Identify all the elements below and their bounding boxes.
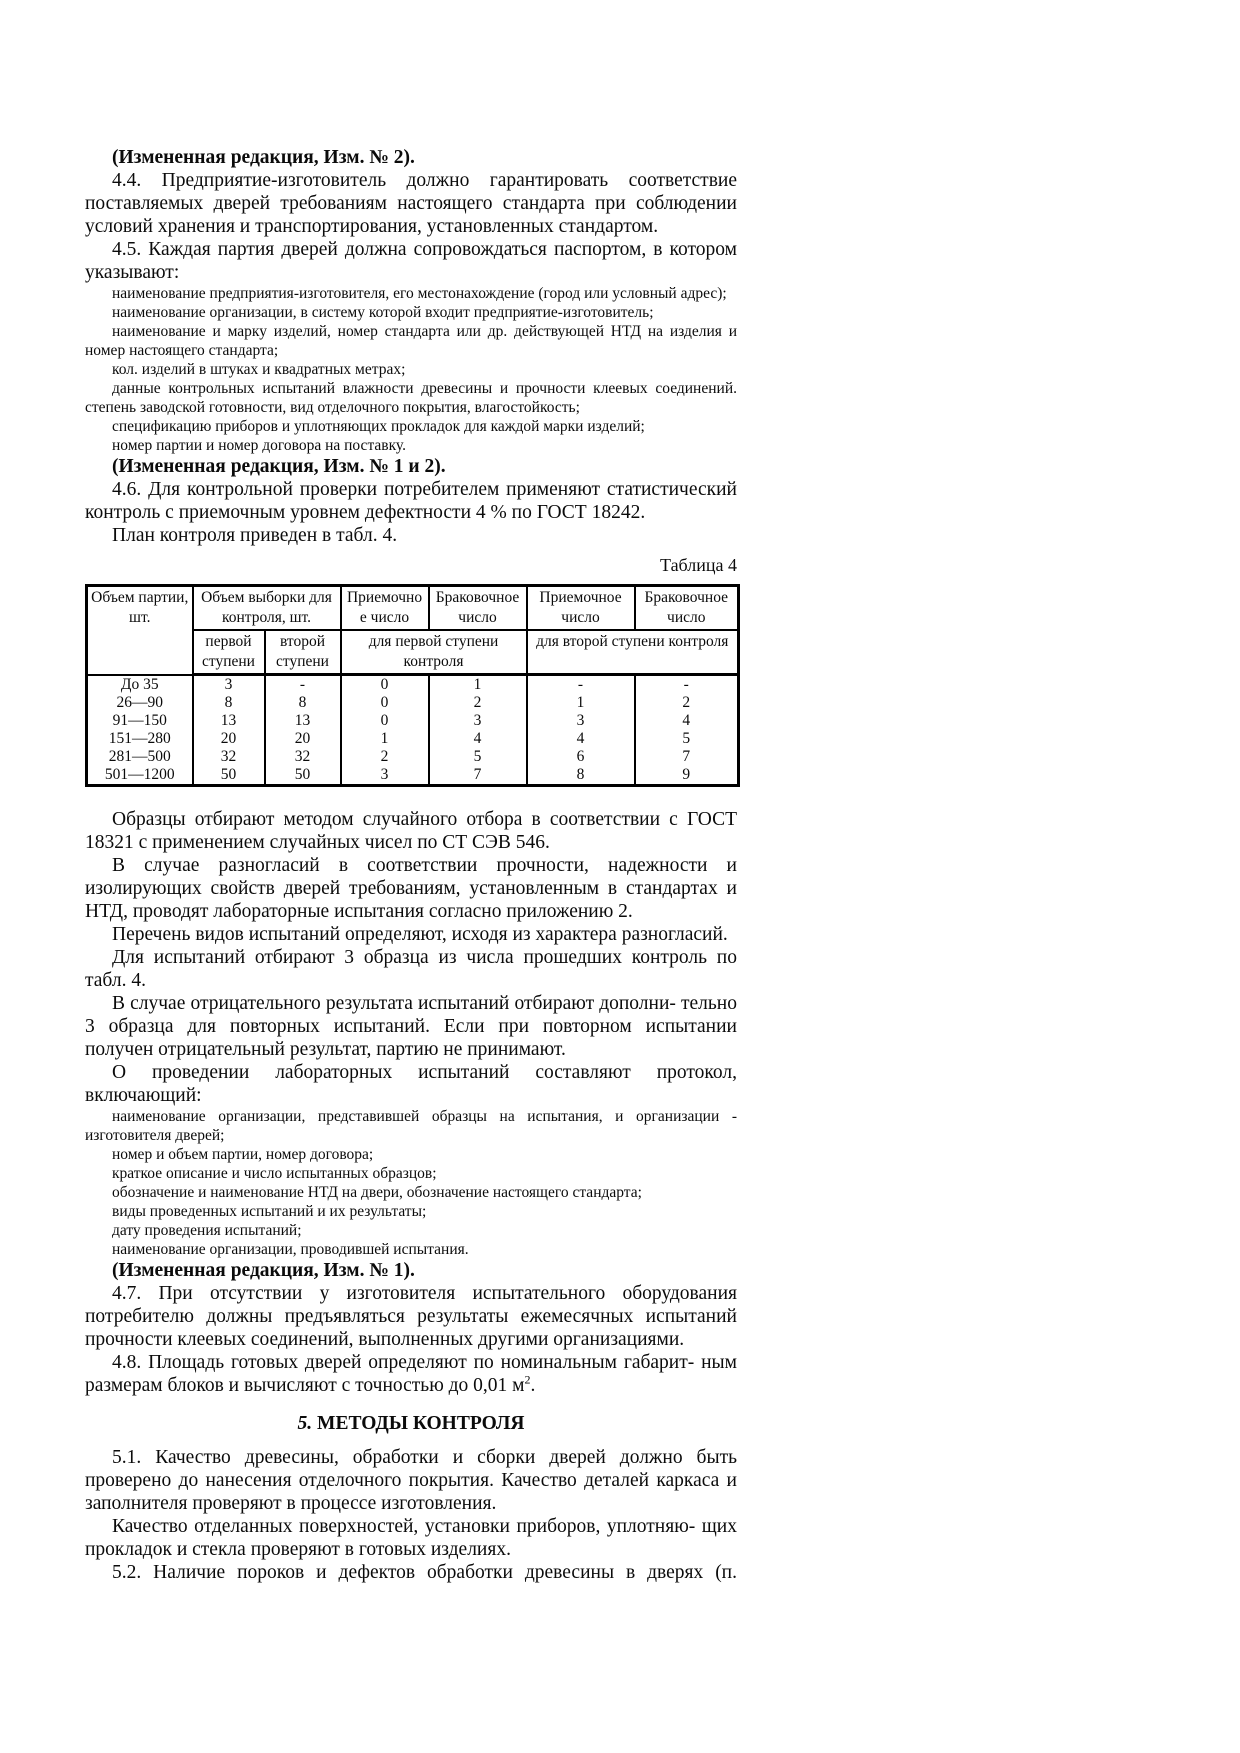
- table-cell: 3: [527, 712, 635, 730]
- table-header-cell: Приемочное число: [527, 586, 635, 631]
- table-cell: 1: [429, 675, 527, 695]
- table-cell: 13: [193, 712, 265, 730]
- table-cell: 8: [265, 694, 341, 712]
- table-cell: 2: [429, 694, 527, 712]
- table-cell: 13: [265, 712, 341, 730]
- table-cell: 5: [635, 730, 739, 748]
- table-cell: 1: [341, 730, 429, 748]
- paragraph-three-samples: Для испытаний отбирают 3 образца из числа прошедших контроль по табл. 4.: [85, 947, 737, 991]
- table-header-cell: для первой ступени контроля: [341, 630, 527, 675]
- table-header-cell: Приемочно е число: [341, 586, 429, 631]
- table-cell: -: [265, 675, 341, 695]
- table-header-cell: Браковочное число: [429, 586, 527, 631]
- protocol-list-item: номер и объем партии, номер договора;: [112, 1146, 374, 1163]
- table-cell: 32: [193, 748, 265, 766]
- table-cell: 50: [265, 766, 341, 786]
- table-cell: 91—150: [87, 712, 193, 730]
- paragraph-control-plan: План контроля приведен в табл. 4.: [112, 525, 398, 546]
- paragraph-protocol: О проведении лабораторных испытаний составляют протокол, включающий:: [85, 1062, 737, 1106]
- paragraph-4-8-period: .: [530, 1375, 536, 1396]
- passport-list-item: наименование предприятия-изготовителя, его местонахождение (город или условный адрес);: [112, 285, 727, 302]
- table-cell: 3: [341, 766, 429, 786]
- amendment-note-izm1: (Измененная редакция, Изм. № 1).: [112, 1260, 415, 1281]
- table-header-cell: первой ступени: [193, 630, 265, 675]
- table-cell: 281—500: [87, 748, 193, 766]
- table-cell: 20: [193, 730, 265, 748]
- table-row: [87, 694, 739, 712]
- paragraph-4-5: 4.5. Каждая партия дверей должна сопровождаться паспортом, в котором указывают:: [85, 239, 737, 283]
- table-cell: 1: [527, 694, 635, 712]
- paragraph-4-6: 4.6. Для контрольной проверки потребителем применяют статистический контроль с приемочным уровнем дефектности 4 % по ГОСТ 18242.: [85, 479, 737, 523]
- table-cell: 4: [527, 730, 635, 748]
- control-plan-table: [85, 584, 740, 787]
- table-cell: 2: [341, 748, 429, 766]
- passport-list-item: спецификацию приборов и уплотняющих прокладок для каждой марки изделий;: [112, 418, 645, 435]
- amendment-note-izm1-2: (Измененная редакция, Изм. № 1 и 2).: [112, 456, 446, 477]
- table-cell: 50: [193, 766, 265, 786]
- table-cell: 32: [265, 748, 341, 766]
- table-cell: 4: [429, 730, 527, 748]
- table-cell: До 35: [87, 675, 193, 695]
- table-cell: 3: [429, 712, 527, 730]
- paragraph-5-1b: Качество отделанных поверхностей, установки приборов, уплотняю- щих прокладок и стекла проверяют в готовых изделиях.: [85, 1516, 737, 1560]
- table-row: [87, 675, 739, 695]
- passport-list-item: данные контрольных испытаний влажности древесины и прочности клеевых соединений. степень заводской готовности, вид отделочного покрытия, влагостойкость;: [85, 380, 737, 416]
- paragraph-4-8: [85, 1351, 737, 1397]
- table-cell: -: [527, 675, 635, 695]
- paragraph-samples: Образцы отбирают методом случайного отбора в соответствии с ГОСТ 18321 с применением случайных чисел по СТ СЭВ 546.: [85, 809, 737, 853]
- table-cell: 501—1200: [87, 766, 193, 786]
- table-cell: 3: [193, 675, 265, 695]
- table-row: [87, 730, 739, 748]
- table-header-cell: для второй ступени контроля: [527, 630, 739, 675]
- paragraph-4-4: 4.4. Предприятие-изготовитель должно гарантировать соответствие поставляемых дверей требованиям настоящего стандарта при соблюдении условий хранения и транспортирования, установленных стандартом.: [85, 170, 737, 237]
- table-header-cell: Браковочное число: [635, 586, 739, 631]
- paragraph-test-list: Перечень видов испытаний определяют, исходя из характера разногласий.: [112, 924, 728, 945]
- table-header-cell: Объем партии, шт.: [87, 586, 193, 675]
- section-number: 5.: [297, 1413, 313, 1434]
- protocol-list-item: наименование организации, представившей образцы на испытания, и организации - изготовителя дверей;: [85, 1108, 737, 1144]
- paragraph-negative-result: В случае отрицательного результата испытаний отбирают дополни- тельно 3 образца для повторных испытаний. Если при повторном испытании получен отрицательный результат, партию не принимают.: [85, 993, 737, 1060]
- superscript-2: 2: [524, 1372, 531, 1387]
- table-cell: 2: [635, 694, 739, 712]
- section-title: МЕТОДЫ КОНТРОЛЯ: [312, 1413, 525, 1434]
- table-cell: 9: [635, 766, 739, 786]
- protocol-list-item: обозначение и наименование НТД на двери, обозначение настоящего стандарта;: [112, 1184, 642, 1201]
- table-row: [87, 712, 739, 730]
- table-cell: 7: [429, 766, 527, 786]
- table-cell: 4: [635, 712, 739, 730]
- amendment-note-izm2: (Измененная редакция, Изм. № 2).: [112, 147, 415, 168]
- table-cell: 5: [429, 748, 527, 766]
- table-header-cell: второй ступени: [265, 630, 341, 675]
- table-cell: 8: [193, 694, 265, 712]
- protocol-list-item: дату проведения испытаний;: [112, 1222, 302, 1239]
- paragraph-4-8-text: 4.8. Площадь готовых дверей определяют по номинальным габарит- ным размерам блоков и вычисляют с точностью до 0,01 м: [85, 1352, 737, 1396]
- section-heading-5: [85, 1412, 737, 1435]
- table-row: [87, 766, 739, 786]
- paragraph-4-7: 4.7. При отсутствии у изготовителя испытательного оборудования потребителю должны предъявляться результаты ежемесячных испытаний прочности клеевых соединений, выполненных другими организациями.: [85, 1283, 737, 1350]
- protocol-list-item: краткое описание и число испытанных образцов;: [112, 1165, 437, 1182]
- passport-list-item: номер партии и номер договора на поставку.: [112, 437, 406, 454]
- protocol-list-item: виды проведенных испытаний и их результаты;: [112, 1203, 427, 1220]
- table-cell: 20: [265, 730, 341, 748]
- passport-list-item: наименование и марку изделий, номер стандарта или др. действующей НТД на изделия и номер настоящего стандарта;: [85, 323, 737, 359]
- table-cell: 26—90: [87, 694, 193, 712]
- table-cell: 0: [341, 694, 429, 712]
- table-cell: -: [635, 675, 739, 695]
- table-cell: 151—280: [87, 730, 193, 748]
- table-cell: 8: [527, 766, 635, 786]
- paragraph-disputes: В случае разногласий в соответствии прочности, надежности и изолирующих свойств дверей требованиям, установленным в стандартах и НТД, проводят лабораторные испытания согласно приложению 2.: [85, 855, 737, 922]
- paragraph-5-1: 5.1. Качество древесины, обработки и сборки дверей должно быть проверено до нанесения отделочного покрытия. Качество деталей каркаса и заполнителя проверяют в процессе изготовления.: [85, 1447, 737, 1514]
- passport-list-item: наименование организации, в систему которой входит предприятие-изготовитель;: [112, 304, 654, 321]
- paragraph-5-2: 5.2. Наличие пороков и дефектов обработки древесины в дверях (п.: [112, 1562, 737, 1583]
- table-caption: Таблица 4: [660, 555, 737, 575]
- table-cell: 0: [341, 712, 429, 730]
- table-cell: 7: [635, 748, 739, 766]
- passport-list-item: кол. изделий в штуках и квадратных метрах;: [112, 361, 406, 378]
- table-cell: 6: [527, 748, 635, 766]
- table-row: [87, 748, 739, 766]
- table-header-cell: Объем выборки для контроля, шт.: [193, 586, 341, 631]
- protocol-list-item: наименование организации, проводившей испытания.: [112, 1241, 469, 1258]
- document-page: [85, 0, 737, 1584]
- table-cell: 0: [341, 675, 429, 695]
